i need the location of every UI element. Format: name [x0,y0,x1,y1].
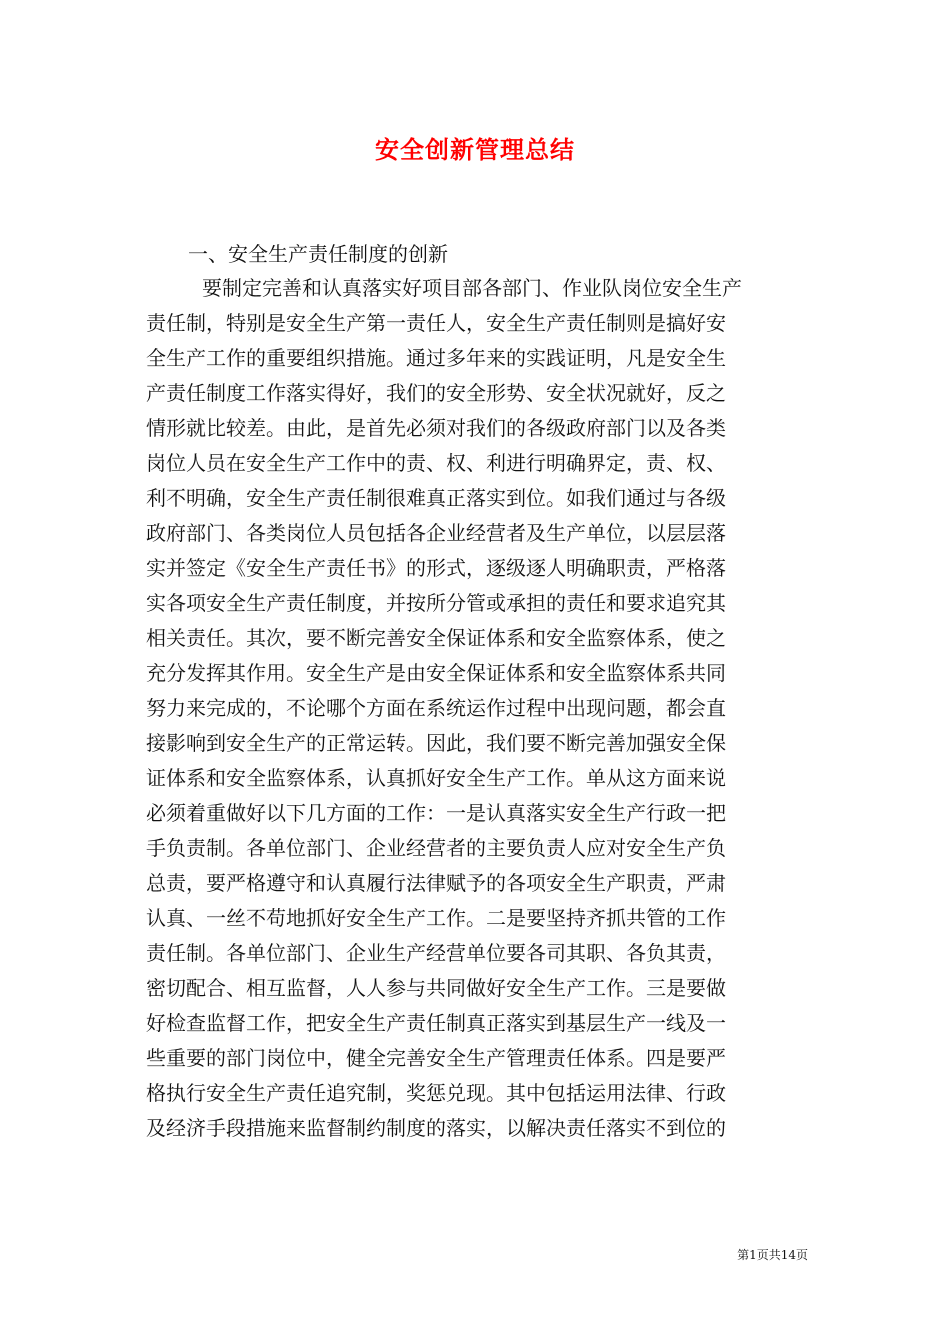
page-footer: 第1页共14页 [737,1248,808,1262]
paragraph-line: 格执行安全生产责任追究制，奖惩兑现。其中包括运用法律、行政 [146,1081,726,1105]
paragraph-line: 努力来完成的，不论哪个方面在系统运作过程中出现问题，都会直 [146,696,726,720]
paragraph-line: 产责任制度工作落实得好，我们的安全形势、安全状况就好，反之 [146,381,726,405]
paragraph-line: 总责，要严格遵守和认真履行法律赋予的各项安全生产职责，严肃 [146,871,726,895]
paragraph-line: 必须着重做好以下几方面的工作：一是认真落实安全生产行政一把 [146,801,726,825]
paragraph-line: 岗位人员在安全生产工作中的责、权、利进行明确界定，责、权、 [146,451,726,475]
paragraph-line: 些重要的部门岗位中，健全完善安全生产管理责任体系。四是要严 [146,1046,726,1070]
paragraph-line: 利不明确，安全生产责任制很难真正落实到位。如我们通过与各级 [146,486,726,510]
paragraph-line: 要制定完善和认真落实好项目部各部门、作业队岗位安全生产 [202,276,742,300]
paragraph-line: 相关责任。其次，要不断完善安全保证体系和安全监察体系，使之 [146,626,726,650]
paragraph-line: 及经济手段措施来监督制约制度的落实，以解决责任落实不到位的 [146,1116,726,1140]
paragraph-line: 手负责制。各单位部门、企业经营者的主要负责人应对安全生产负 [146,836,726,860]
document-title: 安全创新管理总结 [375,135,575,164]
paragraph-line: 接影响到安全生产的正常运转。因此，我们要不断完善加强安全保 [146,731,726,755]
paragraph-line: 充分发挥其作用。安全生产是由安全保证体系和安全监察体系共同 [146,661,726,685]
body-paragraph [146,271,812,1146]
paragraph-line: 责任制。各单位部门、企业生产经营单位要各司其职、各负其责， [146,941,726,965]
section-heading: 一、安全生产责任制度的创新 [188,242,448,266]
paragraph-line: 全生产工作的重要组织措施。通过多年来的实践证明，凡是安全生 [146,346,726,370]
paragraph-line: 密切配合、相互监督，人人参与共同做好安全生产工作。三是要做 [146,976,726,1000]
paragraph-line: 实各项安全生产责任制度，并按所分管或承担的责任和要求追究其 [146,591,726,615]
paragraph-line: 证体系和安全监察体系，认真抓好安全生产工作。单从这方面来说 [146,766,726,790]
paragraph-line: 责任制，特别是安全生产第一责任人，安全生产责任制则是搞好安 [146,311,726,335]
paragraph-line: 好检查监督工作，把安全生产责任制真正落实到基层生产一线及一 [146,1011,726,1035]
paragraph-line: 政府部门、各类岗位人员包括各企业经营者及生产单位，以层层落 [146,521,726,545]
paragraph-line: 认真、一丝不苟地抓好安全生产工作。二是要坚持齐抓共管的工作 [146,906,726,930]
paragraph-line: 情形就比较差。由此，是首先必须对我们的各级政府部门以及各类 [146,416,726,440]
paragraph-line: 实并签定《安全生产责任书》的形式，逐级逐人明确职责，严格落 [146,556,726,580]
